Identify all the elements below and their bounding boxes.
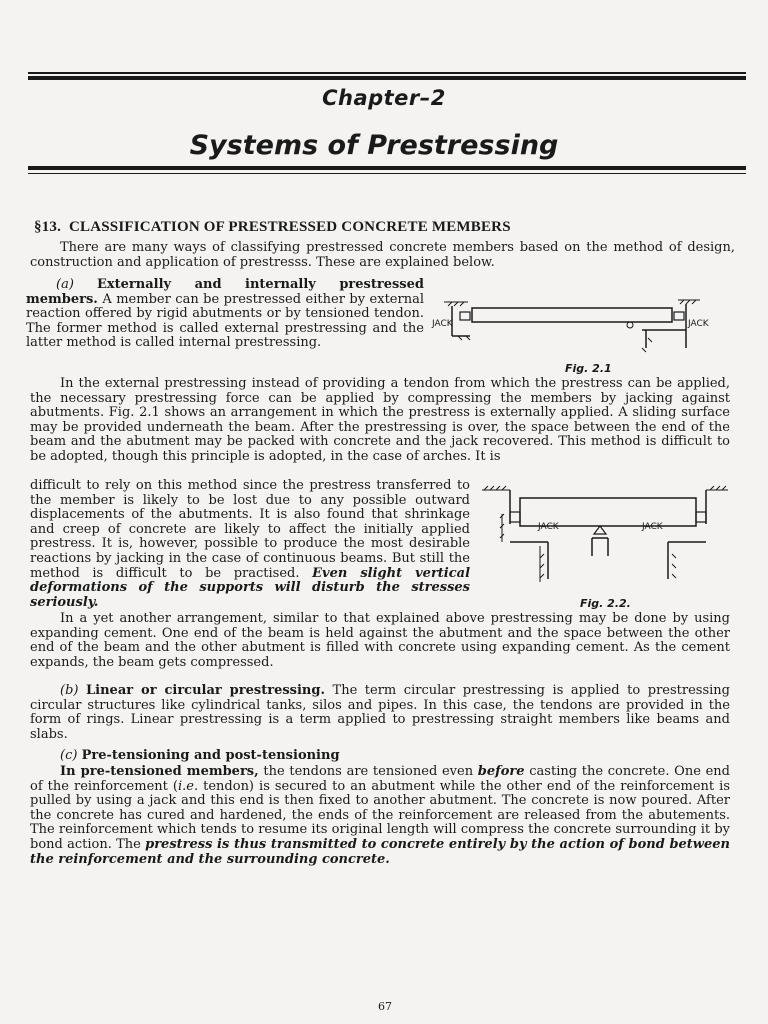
item-c: [30, 749, 730, 764]
item-a-label: (a): [56, 277, 74, 292]
difficult-emphasis: Even slight vertical deformations of the supports will disturb the stresses seriously.: [30, 565, 471, 610]
page-footer-mark: 67: [378, 1000, 392, 1013]
pretension-lead: In pre-tensioned members,: [60, 764, 259, 779]
section-number: §13.: [34, 219, 62, 235]
fig2-caption: Fig. 2.2.: [580, 597, 631, 610]
top-rule-thick: [28, 76, 746, 80]
section-heading: [34, 220, 734, 235]
top-rule-thin: [28, 72, 746, 74]
item-a-heading: Externally and internally prestressed members.: [26, 277, 424, 307]
fig2-jack-left-label: JACK: [538, 522, 559, 532]
pretension-paragraph: In pre-tensioned members, the tendons are tensioned even before casting the concrete. One end of the reinforcement (i.e. tendon) is secured to an abutment while the other end of the reinforcement is pulled by using a jack and this end is then fixed to another abutment. The concrete is now poured. After the concrete has cured and hardened, the ends of the reinforcement are released from the abutements. The reinforcement which tends to resume its original length will compress the concrete surrounding it by bond action. The prestress is thus transmitted to concrete entirely by the action of bond between the reinforcement and the surrounding concrete.: [30, 764, 731, 867]
external-paragraph: In the external prestressing instead of providing a tendon from which the prestress can be applied, the necessary prestressing force can be applied by compressing the members by jacking against abutments. Fig. 2.1 shows an arrangement in which the prestress is externally applied. A sliding surface may be provided underneath the beam. After the prestressing is over, the space between the end of the beam and the abutment may be packed with concrete and the jack recovered. This method is difficult to be adopted, though this principle is adopted, in the case of arches. It is: [30, 376, 730, 464]
fig1-caption: Fig. 2.1: [565, 362, 612, 375]
section-title: CLASSIFICATION OF PRESTRESSED CONCRETE MEMBERS: [68, 219, 511, 235]
item-a: [26, 278, 424, 351]
fig1-jack-left-label: JACK: [432, 319, 453, 329]
chapter-label: Chapter–2: [322, 86, 446, 110]
figure-2-1: [430, 298, 720, 358]
item-b-label: (b): [60, 683, 79, 698]
item-b-heading: Linear or circular prestressing.: [86, 683, 325, 698]
item-b-text: The term circular prestressing is applied to prestressing circular structures like cylindrical tanks, silos and pipes. In this case, the tendons are provided in the form of rings. Linear prestressing is a term applied to prestressing straight members like beams and slabs.: [30, 683, 730, 742]
cement-paragraph: In a yet another arrangement, similar to that explained above prestressing may be done by using expanding cement. One end of the beam is held against the abutment and the space between the other end of the beam and the other abutment is filled with concrete using expanding cement. As the cement expands, the beam gets compressed.: [30, 611, 730, 670]
difficult-paragraph: difficult to rely on this method since the prestress transferred to the member is likely to be lost due to any possible outward displacements of the abutments. It is also found that shrinkage and creep of concrete are likely to affect the initially applied prestress. It is, however, possible to produce the most desirable reactions by jacking in the case of continuous beams. But still the method is difficult to be practised. Even slight vertical deformations of the supports will disturb the stresses seriously.: [30, 478, 471, 610]
item-b: [30, 684, 730, 742]
item-c-label: (c): [60, 748, 78, 763]
fig1-jack-right-label: JACK: [688, 319, 709, 329]
item-a-text: A member can be prestressed either by external reaction offered by rigid abutments or by tensioned tendon. The former method is called external prestressing and the latter method is called internal prestressing.: [26, 291, 424, 351]
item-c-heading: Pre-tensioning and post-tensioning: [81, 748, 340, 763]
intro-paragraph: There are many ways of classifying prestressed concrete members based on the method of design, construction and application of prestresss. These are explained below.: [30, 240, 735, 270]
header-rule-thin: [28, 173, 746, 174]
pretension-emphasis: prestress is thus transmitted to concrete entirely by the action of bond between the reinforcement and the surrounding concrete.: [30, 836, 730, 867]
figure-2-2: [480, 484, 730, 594]
fig2-jack-right-label: JACK: [642, 522, 663, 532]
header-rule-thick: [28, 166, 746, 170]
chapter-title: Systems of Prestressing: [189, 130, 559, 161]
